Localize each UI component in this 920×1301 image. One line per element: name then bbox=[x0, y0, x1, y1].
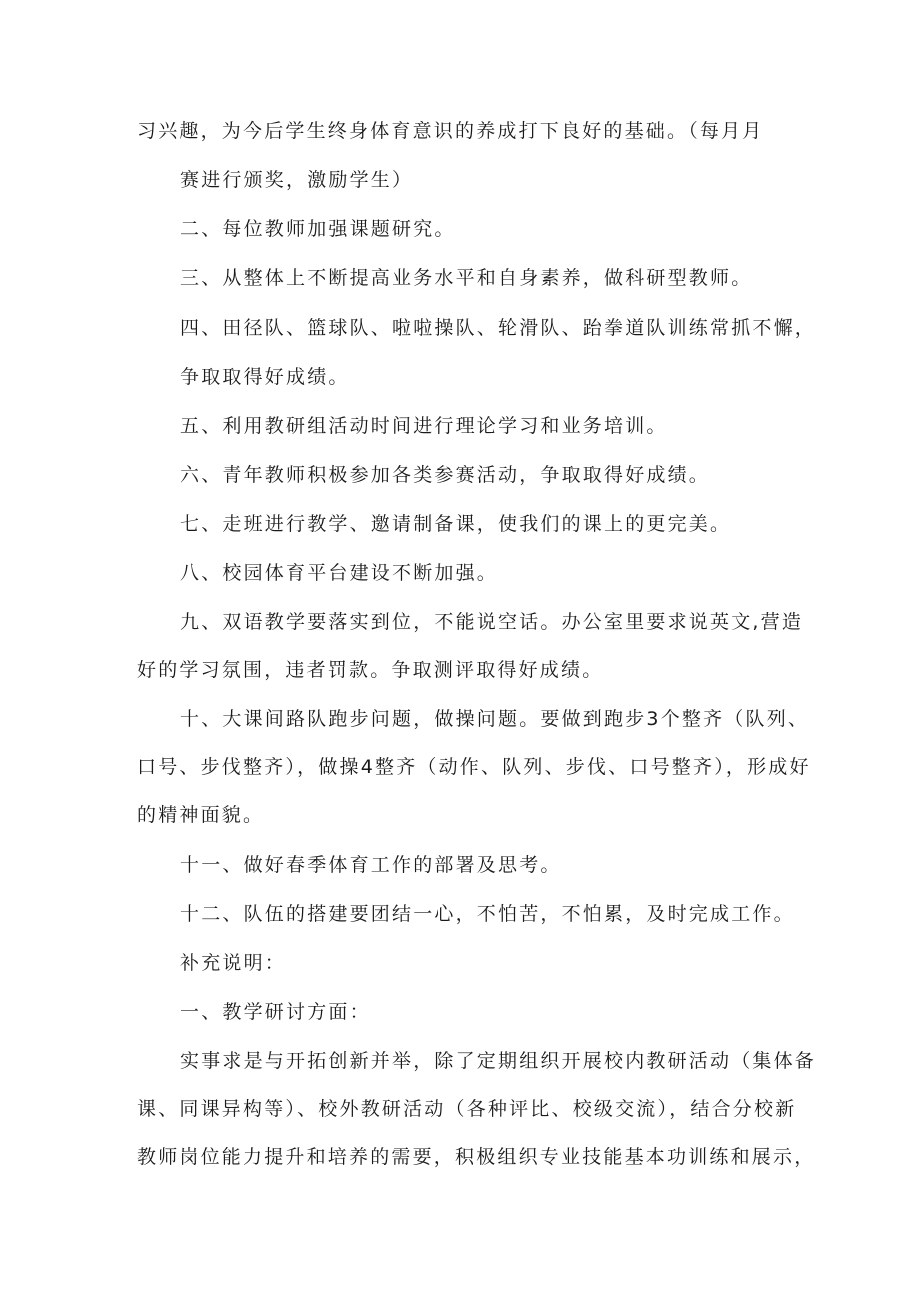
text-line-15: 的精神面貌。 bbox=[137, 804, 265, 826]
text-line-17: 十二、队伍的搭建要团结一心，不怕苦，不怕累，及时完成工作。 bbox=[180, 903, 795, 925]
text-line-22: 教师岗位能力提升和培养的需要，积极组织专业技能基本功训练和展示， bbox=[137, 1146, 816, 1168]
text-line-11: 九、双语教学要落实到位，不能说空话。办公室里要求说英文,营造 bbox=[180, 611, 804, 633]
text-line-16: 十一、做好春季体育工作的部署及思考。 bbox=[180, 854, 562, 876]
text-line-6: 争取取得好成绩。 bbox=[180, 366, 350, 388]
text-line-20: 实事求是与开拓创新并举，除了定期组织开展校内教研活动（集体备 bbox=[180, 1050, 817, 1072]
text-line-4: 三、从整体上不断提高业务水平和自身素养，做科研型教师。 bbox=[180, 267, 753, 289]
text-line-19: 一、教学研讨方面： bbox=[180, 1001, 371, 1023]
text-line-18: 补充说明： bbox=[180, 952, 287, 974]
text-line-12: 好的学习氛围，违者罚款。争取测评取得好成绩。 bbox=[137, 659, 604, 681]
text-line-10: 八、校园体育平台建设不断加强。 bbox=[180, 562, 499, 584]
text-line-21: 课、同课异构等）、校外教研活动（各种评比、校级交流），结合分校新 bbox=[137, 1098, 797, 1120]
text-line-5: 四、田径队、篮球队、啦啦操队、轮滑队、跆拳道队训练常抓不懈， bbox=[180, 317, 817, 339]
text-line-3: 二、每位教师加强课题研究。 bbox=[180, 218, 456, 240]
text-line-13: 十、大课间路队跑步问题，做操问题。要做到跑步3个整齐（队列、 bbox=[180, 708, 810, 730]
text-line-1: 习兴趣，为今后学生终身体育意识的养成打下良好的基础。（每月月 bbox=[137, 120, 764, 142]
text-line-9: 七、走班进行教学、邀请制备课，使我们的课上的更完美。 bbox=[180, 513, 732, 535]
text-line-8: 六、青年教师积极参加各类参赛活动，争取取得好成绩。 bbox=[180, 464, 711, 486]
text-line-7: 五、利用教研组活动时间进行理论学习和业务培训。 bbox=[180, 415, 668, 437]
text-line-14: 口号、步伐整齐），做操4整齐（动作、队列、步伐、口号整齐），形成好 bbox=[137, 756, 811, 778]
text-line-2: 赛进行颁奖，激励学生） bbox=[180, 169, 414, 191]
